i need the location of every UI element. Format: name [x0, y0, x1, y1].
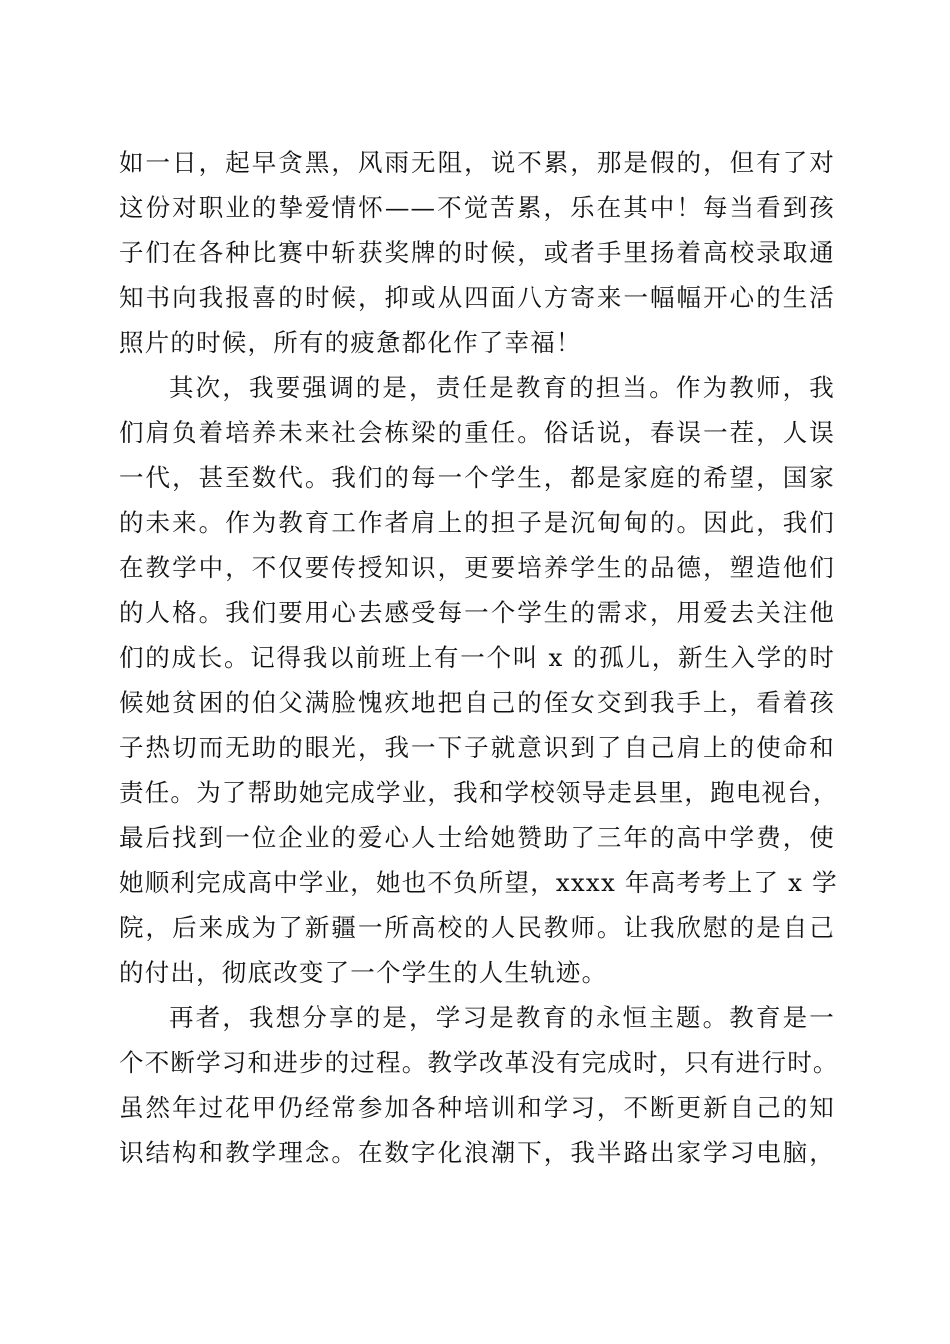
- text-line: 的未来。作为教育工作者肩上的担子是沉甸甸的。因此，我们: [119, 508, 835, 537]
- text-line: 知书向我报喜的时候，抑或从四面八方寄来一幅幅开心的生活: [119, 283, 835, 312]
- paragraph-end-line: 照片的时候，所有的疲惫都化作了幸福！: [119, 328, 582, 357]
- text-line: 的人格。我们要用心去感受每一个学生的需求，用爱去关注他: [119, 598, 835, 627]
- text-line: 院，后来成为了新疆一所高校的人民教师。让我欣慰的是自己: [119, 913, 835, 942]
- text-line: 候她贫困的伯父满脸愧疚地把自己的侄女交到我手上，看着孩: [119, 688, 835, 717]
- text-line: 个不断学习和进步的过程。教学改革没有完成时，只有进行时。: [119, 1048, 839, 1077]
- text-line: 们的成长。记得我以前班上有一个叫 x 的孤儿，新生入学的时: [119, 643, 835, 672]
- text-line: 虽然年过花甲仍经常参加各种培训和学习，不断更新自己的知: [119, 1093, 835, 1122]
- text-line: 子们在各种比赛中斩获奖牌的时候，或者手里扬着高校录取通: [119, 238, 835, 267]
- text-line: 识结构和教学理念。在数字化浪潮下，我半路出家学习电脑，: [119, 1138, 835, 1167]
- text-line: 一代，甚至数代。我们的每一个学生，都是家庭的希望，国家: [119, 463, 835, 492]
- text-line: 如一日，起早贪黑，风雨无阻，说不累，那是假的，但有了对: [119, 148, 835, 177]
- text-line: 子热切而无助的眼光，我一下子就意识到了自己肩上的使命和: [119, 733, 835, 762]
- paragraph-start-line: 再者，我想分享的是，学习是教育的永恒主题。教育是一: [169, 1003, 835, 1032]
- text-line: 最后找到一位企业的爱心人士给她赞助了三年的高中学费，使: [119, 823, 835, 852]
- text-line: 们肩负着培养未来社会栋梁的重任。俗话说，春误一茬，人误: [119, 418, 835, 447]
- text-line: 她顺利完成高中学业，她也不负所望，xxxx 年高考考上了 x 学: [119, 868, 838, 897]
- text-line: 在教学中，不仅要传授知识，更要培养学生的品德，塑造他们: [119, 553, 835, 582]
- text-line: 责任。为了帮助她完成学业，我和学校领导走县里，跑电视台，: [119, 778, 839, 807]
- body-text: [119, 140, 839, 1175]
- text-line: 这份对职业的挚爱情怀——不觉苦累，乐在其中！每当看到孩: [119, 193, 835, 222]
- paragraph-end-line: 的付出，彻底改变了一个学生的人生轨迹。: [119, 958, 608, 987]
- paragraph-start-line: 其次，我要强调的是，责任是教育的担当。作为教师，我: [169, 373, 835, 402]
